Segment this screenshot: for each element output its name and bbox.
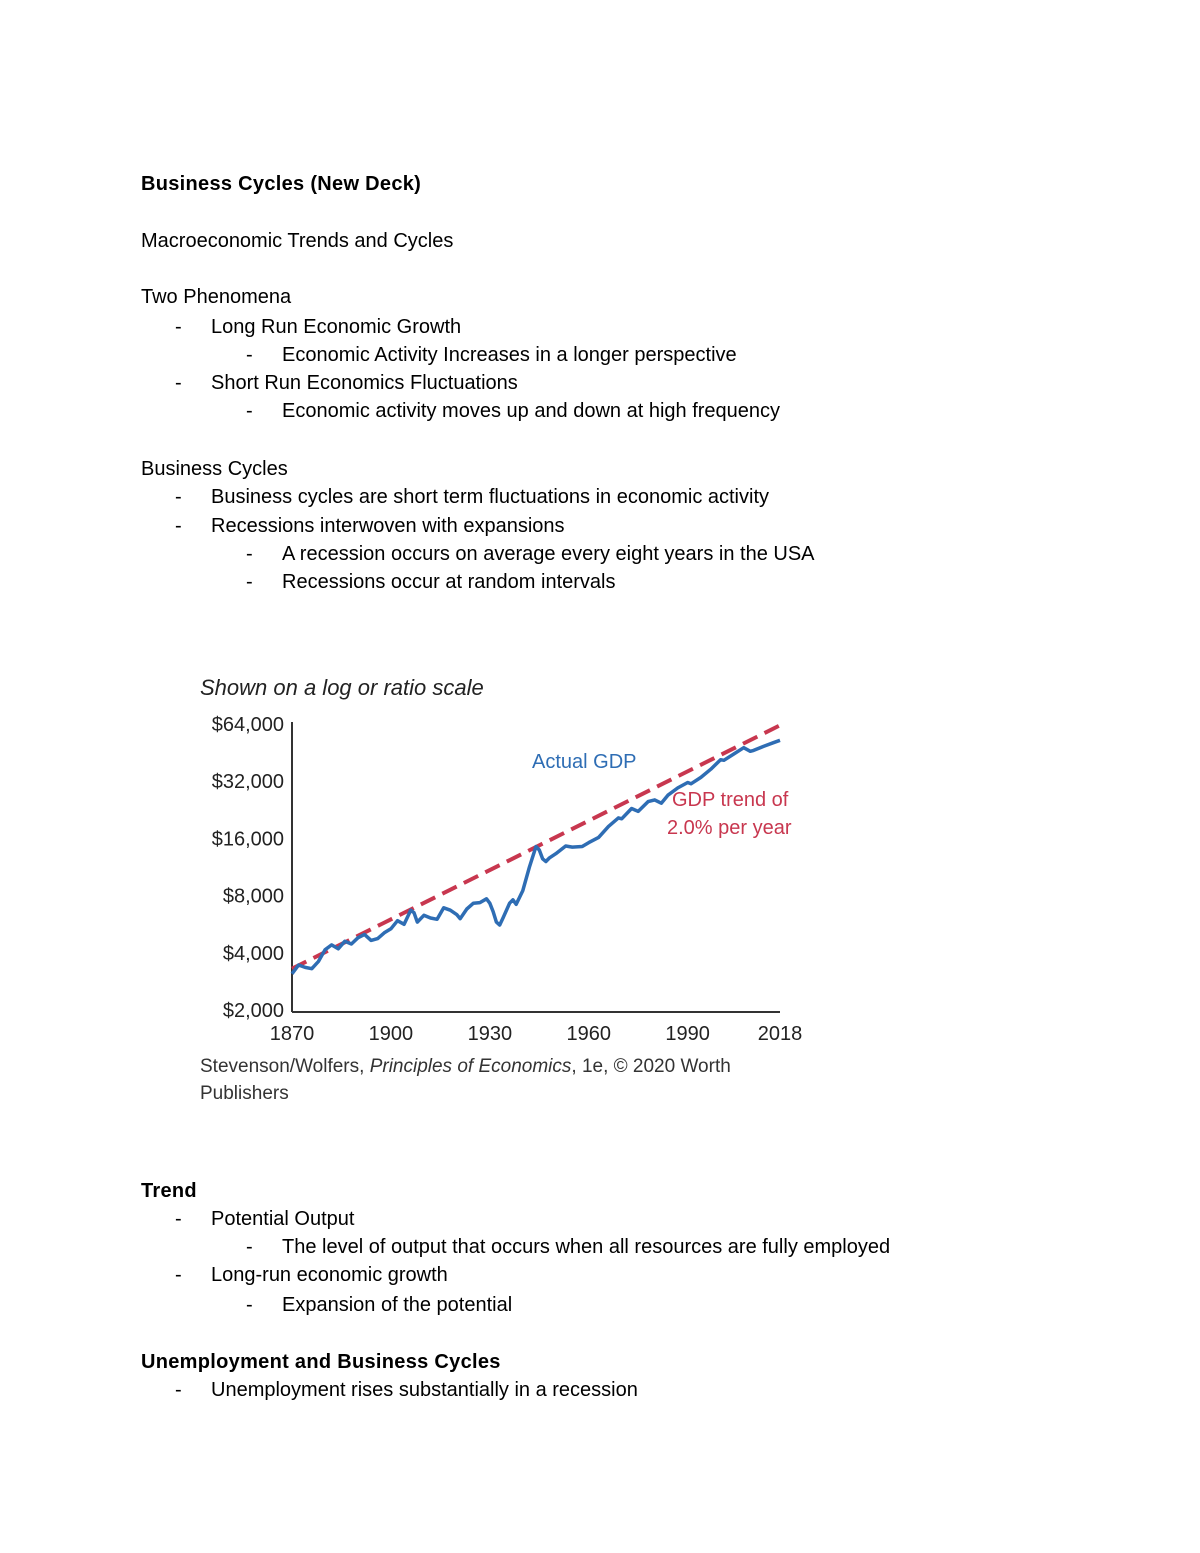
chart-source: Stevenson/Wolfers, Principles of Economics, 1e, © 2020 Worth bbox=[200, 1056, 731, 1077]
y-axis-ticks bbox=[212, 714, 284, 1022]
list-subitem: Recessions occur at random intervals bbox=[282, 571, 616, 593]
y-tick-label: $32,000 bbox=[211, 771, 284, 794]
section-heading: Two Phenomena bbox=[141, 286, 292, 308]
y-tick-label: $16,000 bbox=[211, 828, 284, 851]
list-item: Business cycles are short term fluctuations in economic activity bbox=[211, 486, 769, 508]
list-item: Short Run Economics Fluctuations bbox=[211, 372, 518, 394]
list-bullet: - bbox=[175, 1379, 182, 1401]
list-bullet: - bbox=[175, 372, 182, 394]
list-bullet: - bbox=[246, 571, 253, 593]
section-heading: Business Cycles bbox=[141, 458, 288, 480]
x-tick-label: 2018 bbox=[757, 1023, 803, 1045]
list-subitem: Economic Activity Increases in a longer perspective bbox=[282, 344, 737, 366]
x-tick-label: 1900 bbox=[368, 1023, 414, 1045]
x-tick-label: 1870 bbox=[269, 1023, 315, 1045]
list-subitem: Expansion of the potential bbox=[282, 1294, 513, 1316]
list-bullet: - bbox=[175, 1208, 182, 1230]
list-bullet: - bbox=[246, 1294, 253, 1316]
y-tick-label: $4,000 bbox=[222, 942, 284, 965]
list-bullet: - bbox=[246, 1236, 253, 1258]
list-item: Long Run Economic Growth bbox=[211, 316, 462, 338]
list-bullet: - bbox=[246, 400, 253, 422]
list-bullet: - bbox=[246, 344, 253, 366]
list-item: Unemployment rises substantially in a recession bbox=[211, 1379, 638, 1401]
annotation-actual-gdp: Actual GDP bbox=[532, 751, 637, 773]
gdp-chart bbox=[190, 662, 830, 1112]
chart-source-line2: Publishers bbox=[200, 1083, 289, 1104]
y-tick-label: $2,000 bbox=[222, 1000, 284, 1022]
series-line-actual-gdp bbox=[292, 740, 780, 974]
list-item: Long-run economic growth bbox=[211, 1264, 448, 1286]
list-bullet: - bbox=[175, 316, 182, 338]
annotation-trend-line2: 2.0% per year bbox=[667, 817, 792, 839]
chart-title: Shown on a log or ratio scale bbox=[200, 675, 484, 700]
list-bullet: - bbox=[175, 486, 182, 508]
list-bullet: - bbox=[175, 1264, 182, 1286]
list-bullet: - bbox=[246, 543, 253, 565]
list-subitem: The level of output that occurs when all resources are fully employed bbox=[282, 1236, 891, 1258]
list-item: Recessions interwoven with expansions bbox=[211, 515, 565, 537]
x-tick-label: 1990 bbox=[665, 1023, 710, 1045]
document-subtitle: Macroeconomic Trends and Cycles bbox=[141, 230, 454, 252]
document-title: Business Cycles (New Deck) bbox=[141, 173, 422, 195]
x-axis-ticks bbox=[270, 1023, 803, 1045]
x-tick-label: 1960 bbox=[566, 1023, 612, 1045]
list-subitem: A recession occurs on average every eight years in the USA bbox=[282, 543, 815, 565]
section-heading: Unemployment and Business Cycles bbox=[141, 1351, 501, 1373]
list-subitem: Economic activity moves up and down at high frequency bbox=[282, 400, 781, 422]
list-item: Potential Output bbox=[211, 1208, 355, 1230]
y-tick-label: $8,000 bbox=[222, 885, 284, 908]
list-bullet: - bbox=[175, 515, 182, 537]
section-heading: Trend bbox=[141, 1180, 197, 1202]
x-tick-label: 1930 bbox=[467, 1023, 513, 1045]
y-tick-label: $64,000 bbox=[211, 714, 284, 736]
annotation-trend-line1: GDP trend of bbox=[672, 789, 789, 811]
